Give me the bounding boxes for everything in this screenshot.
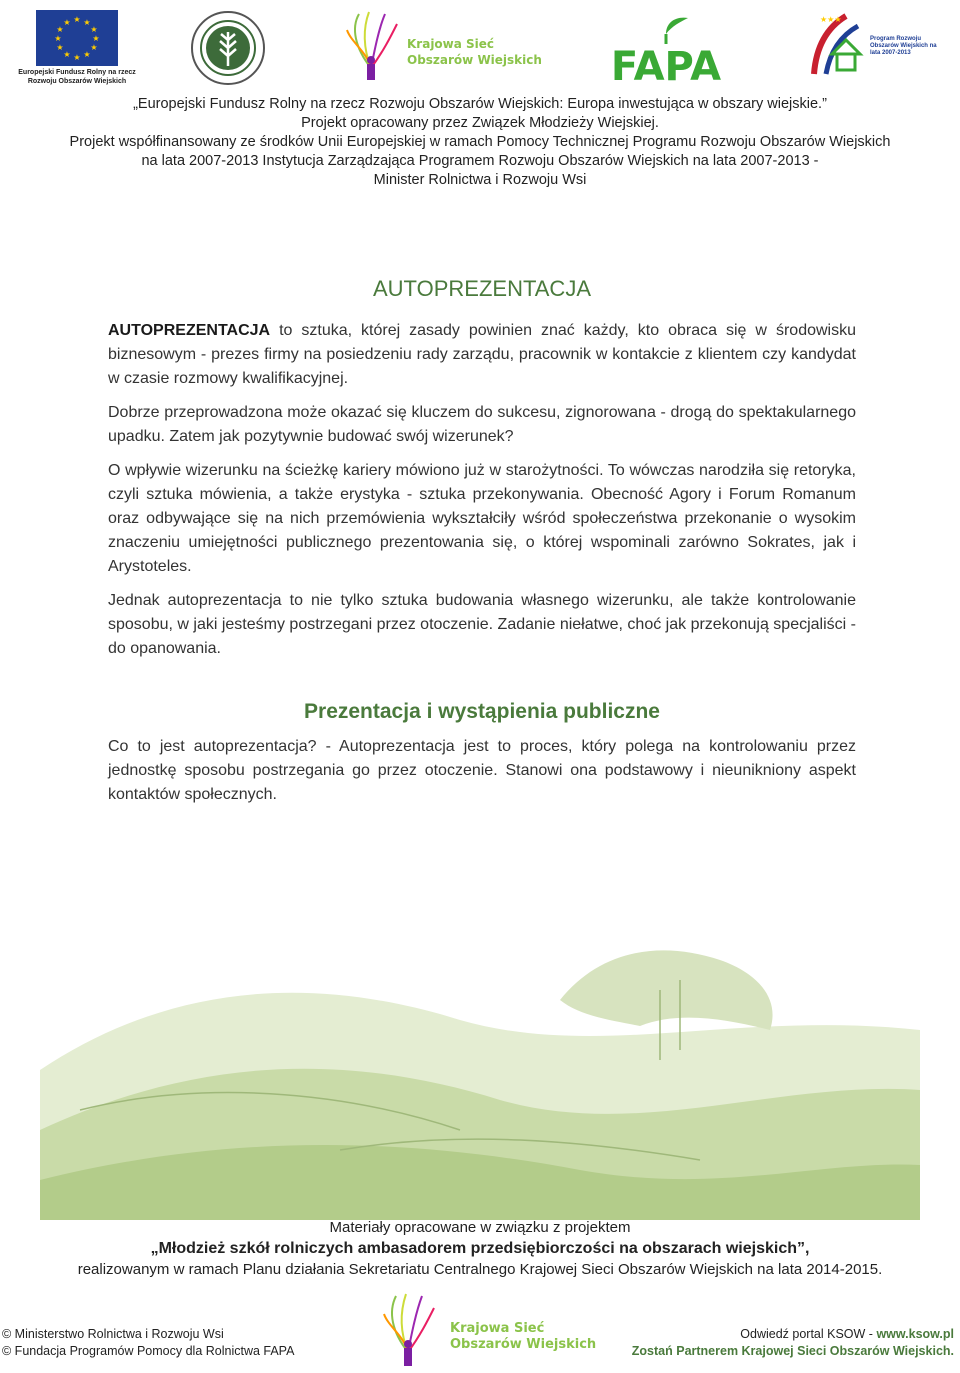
svg-text:★: ★ [90,43,98,52]
footer-line-1: Materiały opracowane w związku z projektem [329,1219,631,1236]
paragraph-5: Co to jest autoprezentacja? - Autoprezentacja jest to proces, który polega na kontrolowaniu przez jednostkę sposobu postrzegania go przez otoczenie. Stanowi ona podstawowy i nieunikniony aspekt kontaktów społecznych. [108,738,856,803]
header-line-5: Minister Rolnictwa i Rozwoju Wsi [373,172,587,188]
ksow-logo [345,8,542,89]
header-line-1: „Europejski Fundusz Rolny na rzecz Rozwoju Obszarów Wiejskich: Europa inwestująca w obszary wiejskie.” [133,96,827,112]
svg-text:Obszarów Wiejskich: Obszarów Wiejskich [407,53,542,67]
svg-text:FAPA: FAPA [610,44,722,90]
fapa-logo [596,12,736,89]
svg-text:Krajowa Sieć: Krajowa Sieć [450,1321,545,1336]
svg-text:★: ★ [90,25,98,34]
intro-text: to sztuka, której zasady powinien znać każdy, kto obraca się w środowisku biznesowym - prezes firmy na posiedzeniu rady zarządu, pracownik w kontakcie z klientem czy kandydat w czasie rozmowy kwalifikacyjnej. [108,322,856,387]
page-title: AUTOPREZENTACJA [373,276,591,301]
header-line-2: Projekt opracowany przez Związek Młodzieży Wiejskiej. [301,115,659,131]
document-body [108,274,856,817]
svg-text:★: ★ [73,15,81,24]
project-header [0,95,960,190]
partner-line: Zostań Partnerem Krajowej Sieci Obszarów Wiejskich. [631,1344,954,1358]
svg-text:★: ★ [92,34,100,43]
wheat-seal-icon [190,10,266,86]
footer-project-info [0,1218,960,1280]
copyright-ministry: © Ministerstwo Rolnictwa i Rozwoju Wsi [2,1327,224,1341]
header-line-3: Projekt współfinansowany ze środków Unii Europejskiej w ramach Pomocy Technicznej Programu Rozwoju Obszarów Wiejskich [69,134,891,150]
eu-stars-icon [36,10,118,66]
paragraph-4: Jednak autoprezentacja to nie tylko sztuka budowania własnego wizerunku, ale także kontrolowanie sposobu, w jaki jesteśmy postrzegani przez otoczenie. Zadanie niełatwe, choć jak przekonują specjaliści - do opanowania. [108,592,856,657]
header-line-4: na lata 2007-2013 Instytucja Zarządzająca Programem Rozwoju Obszarów Wiejskich na lata 2007-2013 - [141,153,819,169]
portal-prefix: Odwiedź portal KSOW - [740,1327,877,1341]
prow-house-icon [806,8,868,78]
eu-fund-caption: Europejski Fundusz Rolny na rzecz Rozwoju Obszarów Wiejskich [18,69,136,85]
ksow-footer-logo [378,1290,597,1373]
svg-text:★: ★ [83,50,91,59]
prow-logo [806,8,868,83]
svg-text:Obszarów Wiejskich: Obszarów Wiejskich [450,1337,597,1352]
svg-text:★: ★ [63,18,71,27]
landscape-illustration [40,930,920,1220]
ksow-flower-icon [345,8,542,84]
footer-line-3: realizowanym w ramach Planu działania Sekretariatu Centralnego Krajowej Sieci Obszarów Wiejskich na lata 2014-2015. [77,1261,883,1278]
ministry-seal-logo [190,10,266,91]
svg-text:★: ★ [54,34,62,43]
section-title: Prezentacja i wystąpienia publiczne [304,700,660,723]
fapa-leaf-icon [596,12,736,90]
copyright-fapa: © Fundacja Programów Pomocy dla Rolnictwa FAPA [2,1344,295,1358]
prow-caption: Program Rozwoju Obszarów Wiejskich na lata 2007-2013 [870,36,937,56]
svg-text:★: ★ [83,18,91,27]
paragraph-3: O wpływie wizerunku na ścieżkę kariery mówiono już w starożytności. To wówczas narodziła się retoryka, czyli sztuka mówienia, a także erystyka - sztuka przekonywania. Obecność Agory i Forum Romanum oraz odbywające się na nich przemówienia wykształciły wśród społeczeństwa przekonanie o wysokim znaczeniu umiejętności publicznego prezentowania się, o której wspominali zarówno Sokrates, jak i Arystoteles. [108,462,856,575]
logo-bar [0,6,960,90]
eu-flag-logo [36,10,118,66]
svg-text:★: ★ [56,43,64,52]
portal-block [632,1326,954,1360]
svg-text:Krajowa Sieć: Krajowa Sieć [407,37,495,51]
portal-link[interactable]: www.ksow.pl [876,1327,954,1341]
hills-illustration-icon [40,930,920,1220]
svg-text:★: ★ [63,50,71,59]
footer-line-2: „Młodzież szkół rolniczych ambasadorem przedsiębiorczości na obszarach wiejskich”, [150,1240,810,1257]
paragraph-2: Dobrze przeprowadzona może okazać się kluczem do sukcesu, zignorowana - drogą do spektakularnego upadku. Zatem jak pozytywnie budować swój wizerunek? [108,404,856,445]
svg-text:★: ★ [73,53,81,62]
paragraph-intro [108,319,856,391]
svg-text:★★★: ★★★ [820,15,842,24]
ksow-flower-icon [378,1290,597,1368]
svg-text:★: ★ [56,25,64,34]
copyright-block [2,1326,294,1360]
portal-line [632,1326,954,1343]
intro-lead: AUTOPREZENTACJA [108,322,271,339]
